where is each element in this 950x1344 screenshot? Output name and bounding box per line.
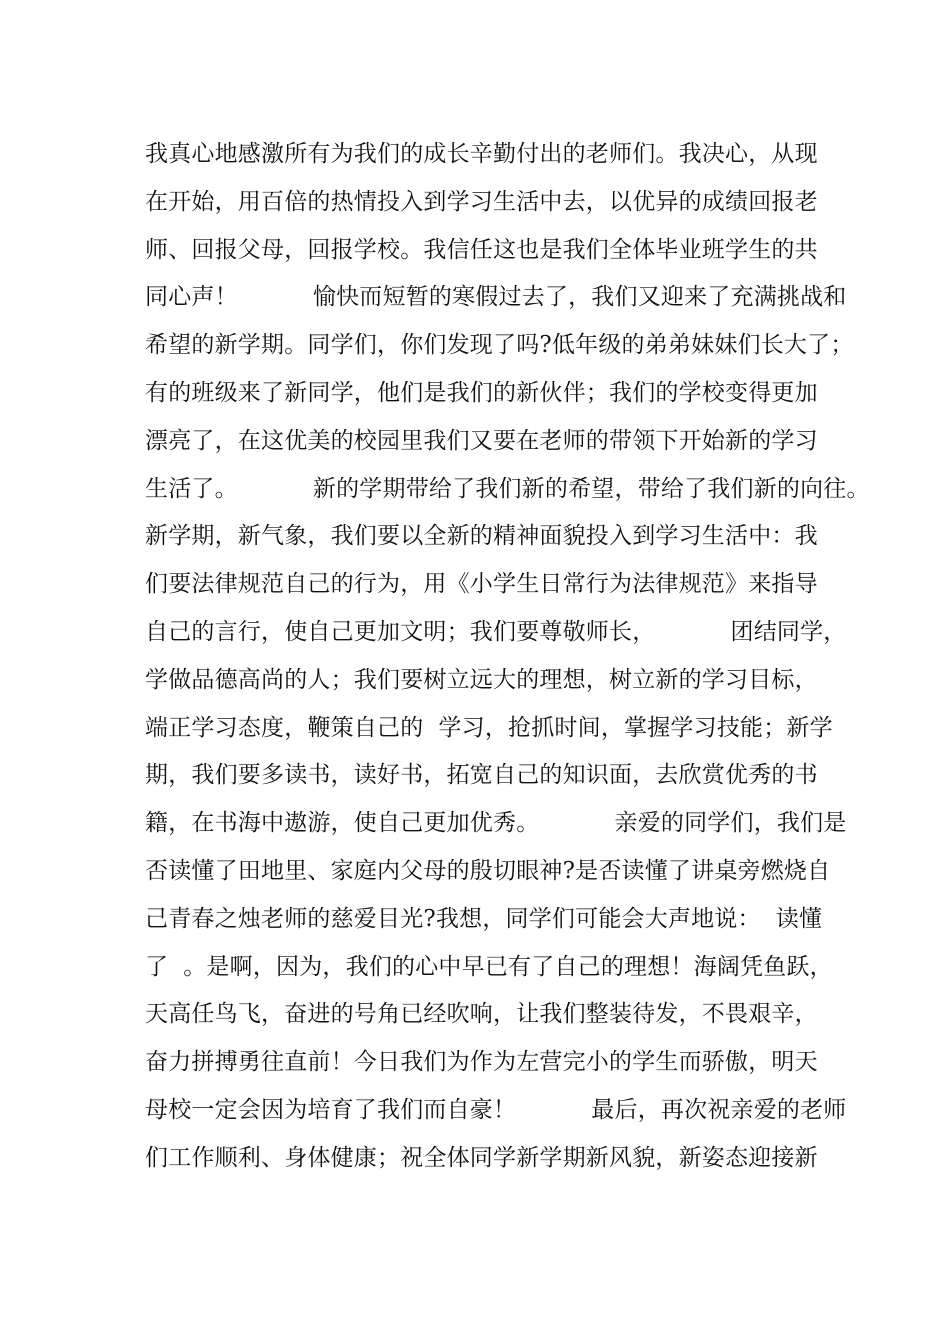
text-line: 否读懂了田地里、家庭内父母的殷切眼神?是否读懂了讲桌旁燃烧自 <box>145 857 831 884</box>
text-line: 自己的言行，使自己更加文明；我们要尊敬师长， 团结同学， <box>145 618 847 645</box>
text-line: 学做品德高尚的人；我们要树立远大的理想，树立新的学习目标， <box>145 666 818 693</box>
text-line: 希望的新学期。同学们，你们发现了吗?低年级的弟弟妹妹们长大了； <box>145 332 854 359</box>
text-line: 们工作顺利、身体健康；祝全体同学新学期新风貌，新姿态迎接新 <box>145 1144 818 1171</box>
text-line: 生活了。 新的学期带给了我们新的希望，带给了我们新的向往。 <box>145 475 870 502</box>
text-line: 我真心地感激所有为我们的成长辛勤付出的老师们。我决心，从现 <box>145 141 818 167</box>
text-line: 期，我们要多读书，读好书，拓宽自己的知识面，去欣赏优秀的书 <box>145 762 818 789</box>
body-text <box>145 131 870 1183</box>
text-line: 漂亮了，在这优美的校园里我们又要在老师的带领下开始新的学习 <box>145 427 818 454</box>
text-line: 天高任鸟飞，奋进的号角已经吹响，让我们整装待发，不畏艰辛， <box>145 1001 818 1028</box>
text-line: 籍，在书海中遨游，使自己更加优秀。 亲爱的同学们，我们是 <box>145 810 847 837</box>
text-line: 在开始，用百倍的热情投入到学习生活中去，以优异的成绩回报老 <box>145 188 818 215</box>
text-line: 有的班级来了新同学，他们是我们的新伙伴；我们的学校变得更加 <box>145 379 818 406</box>
text-line: 了 。是啊，因为，我们的心中早已有了自己的理想！海阔凭鱼跃， <box>145 953 833 980</box>
text-line: 新学期，新气象，我们要以全新的精神面貌投入到学习生活中：我 <box>145 523 818 550</box>
text-line: 母校一定会因为培育了我们而自豪！ 最后，再次祝亲爱的老师 <box>145 1096 847 1123</box>
text-line: 端正学习态度，鞭策自己的 学习，抢抓时间，掌握学习技能；新学 <box>145 714 833 741</box>
text-line: 奋力拼搏勇往直前！今日我们为作为左营完小的学生而骄傲，明天 <box>145 1049 818 1076</box>
text-line: 同心声！ 愉快而短暂的寒假过去了，我们又迎来了充满挑战和 <box>145 284 847 311</box>
text-line: 师、回报父母，回报学校。我信任这也是我们全体毕业班学生的共 <box>145 236 818 263</box>
text-line: 己青春之烛老师的慈爱目光?我想，同学们可能会大声地说： 读懂 <box>145 905 823 932</box>
text-line: 们要法律规范自己的行为，用《小学生日常行为法律规范》来指导 <box>145 571 818 598</box>
